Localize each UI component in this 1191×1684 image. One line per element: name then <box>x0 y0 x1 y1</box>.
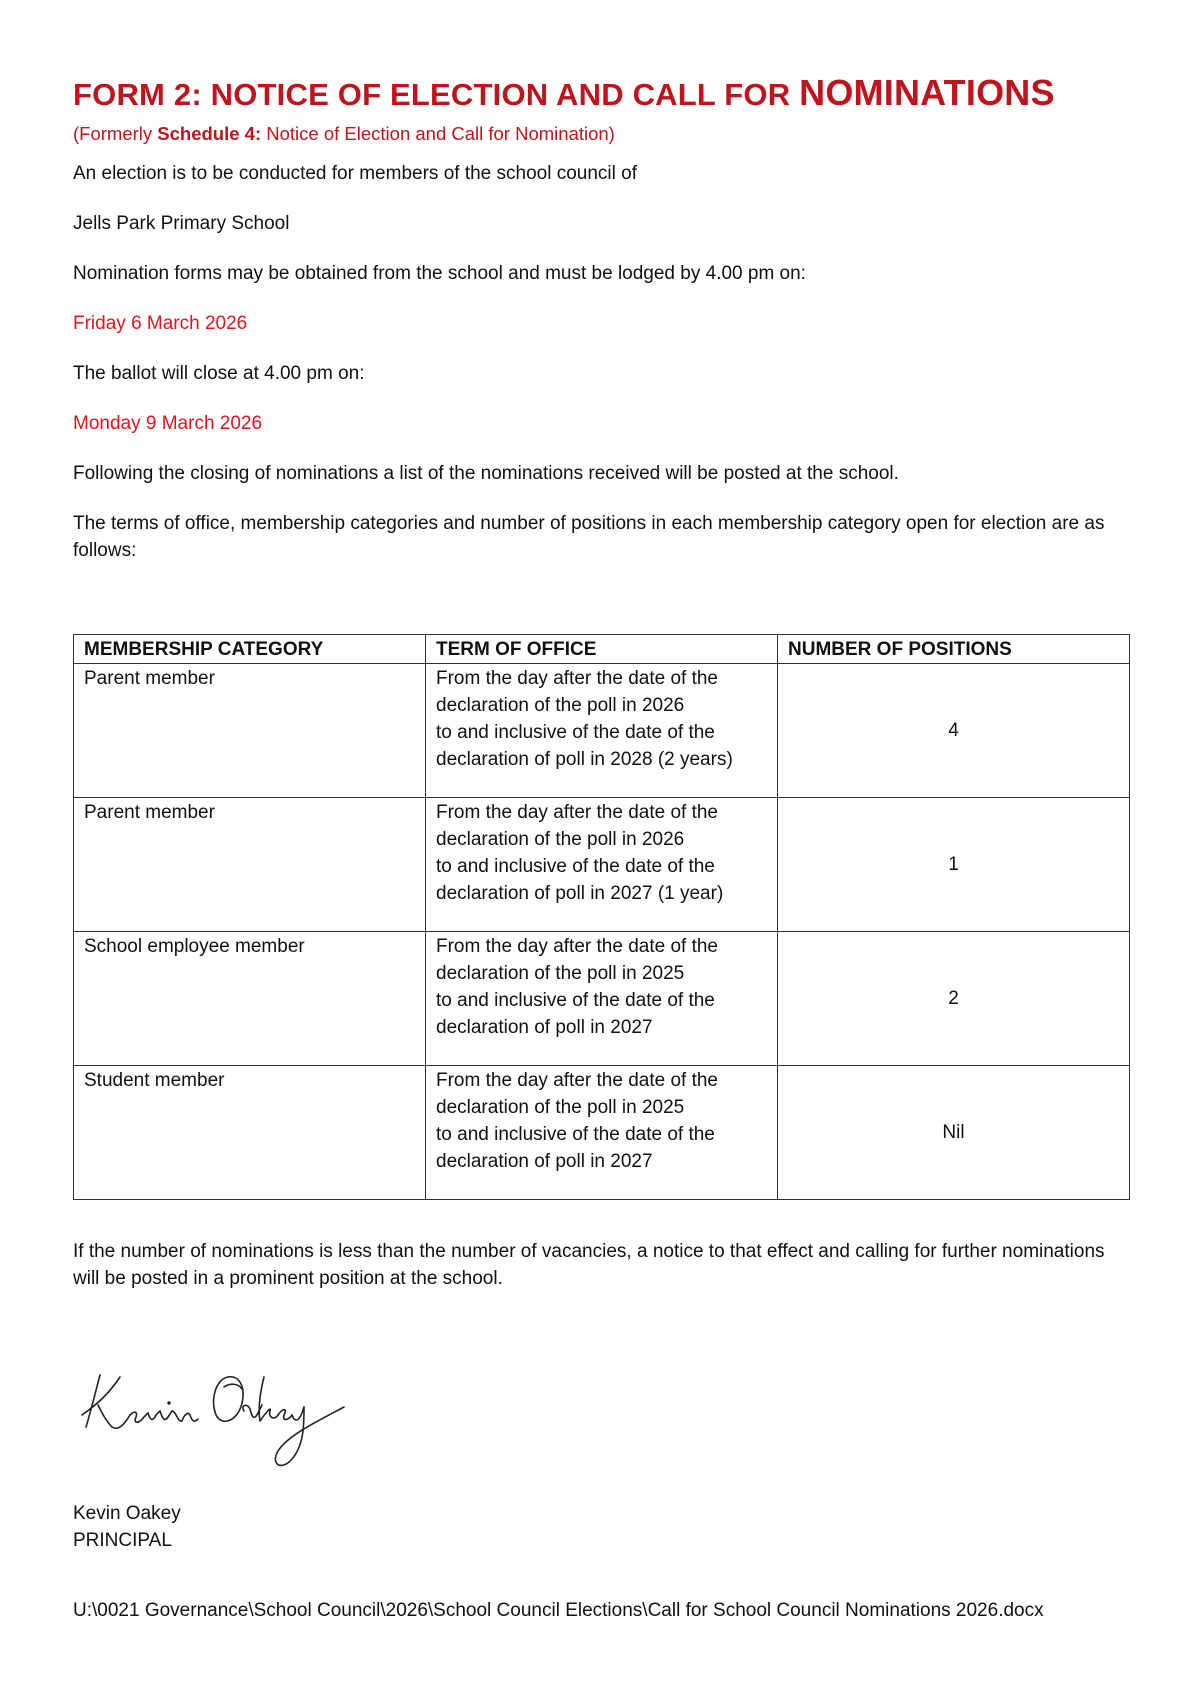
positions-cell: 1 <box>778 798 1130 932</box>
term-line: to and inclusive of the date of the <box>436 722 715 743</box>
category-cell: School employee member <box>74 932 426 1066</box>
term-line: to and inclusive of the date of the <box>436 990 715 1011</box>
positions-table <box>73 634 1130 1200</box>
ballot-text: The ballot will close at 4.00 pm on: <box>73 363 365 384</box>
header-membership-category: MEMBERSHIP CATEGORY <box>74 635 426 664</box>
term-cell <box>426 1066 778 1200</box>
term-line: declaration of poll in 2027 <box>436 1151 653 1172</box>
term-cell <box>426 798 778 932</box>
term-cell <box>426 932 778 1066</box>
category-cell: Student member <box>74 1066 426 1200</box>
posting-text: Following the closing of nominations a list of the nominations received will be posted at the school. <box>73 463 899 484</box>
term-line: to and inclusive of the date of the <box>436 856 715 877</box>
principal-name: Kevin Oakey <box>73 1503 181 1524</box>
positions-cell: Nil <box>778 1066 1130 1200</box>
table-row <box>74 664 1130 798</box>
nomination-text: Nomination forms may be obtained from the school and must be lodged by 4.00 pm on: <box>73 263 806 284</box>
page-subtitle <box>73 123 615 145</box>
nomination-date: Friday 6 March 2026 <box>73 313 248 334</box>
title-emphasis: NOMINATIONS <box>799 72 1055 113</box>
term-line: From the day after the date of the <box>436 1070 718 1091</box>
positions-cell: 4 <box>778 664 1130 798</box>
subtitle-prefix: (Formerly <box>73 123 158 144</box>
table-row <box>74 1066 1130 1200</box>
ballot-date: Monday 9 March 2026 <box>73 413 263 434</box>
terms-text: The terms of office, membership categories and number of positions in each membership category open for election are as follows: <box>73 513 1105 561</box>
term-line: declaration of poll in 2027 (1 year) <box>436 883 724 904</box>
school-name: Jells Park Primary School <box>73 213 290 234</box>
page-title <box>73 72 1055 114</box>
term-line: From the day after the date of the <box>436 802 718 823</box>
term-line: From the day after the date of the <box>436 936 718 957</box>
term-line: declaration of poll in 2028 (2 years) <box>436 749 733 770</box>
intro-text: An election is to be conducted for members of the school council of <box>73 163 637 184</box>
term-cell <box>426 664 778 798</box>
subtitle-schedule: Schedule 4: <box>157 123 262 144</box>
term-line: declaration of the poll in 2026 <box>436 695 685 716</box>
header-number-of-positions: NUMBER OF POSITIONS <box>778 635 1130 664</box>
header-term-of-office: TERM OF OFFICE <box>426 635 778 664</box>
file-path: U:\0021 Governance\School Council\2026\School Council Elections\Call for School Council Nominations 2026.docx <box>73 1600 1044 1621</box>
term-line: declaration of the poll in 2026 <box>436 829 685 850</box>
category-cell: Parent member <box>74 664 426 798</box>
term-line: From the day after the date of the <box>436 668 718 689</box>
term-line: to and inclusive of the date of the <box>436 1124 715 1145</box>
signature-image <box>78 1355 348 1475</box>
principal-role: PRINCIPAL <box>73 1530 172 1551</box>
vacancies-text: If the number of nominations is less than the number of vacancies, a notice to that effect and calling for further nominations will be posted in a prominent position at the school. <box>73 1241 1105 1289</box>
term-line: declaration of poll in 2027 <box>436 1017 653 1038</box>
table-row <box>74 932 1130 1066</box>
term-line: declaration of the poll in 2025 <box>436 1097 685 1118</box>
subtitle-rest: Notice of Election and Call for Nomination) <box>261 123 615 144</box>
title-text: FORM 2: NOTICE OF ELECTION AND CALL FOR <box>73 77 800 112</box>
positions-cell: 2 <box>778 932 1130 1066</box>
term-line: declaration of the poll in 2025 <box>436 963 685 984</box>
category-cell: Parent member <box>74 798 426 932</box>
table-header-row <box>74 635 1130 664</box>
table-row <box>74 798 1130 932</box>
